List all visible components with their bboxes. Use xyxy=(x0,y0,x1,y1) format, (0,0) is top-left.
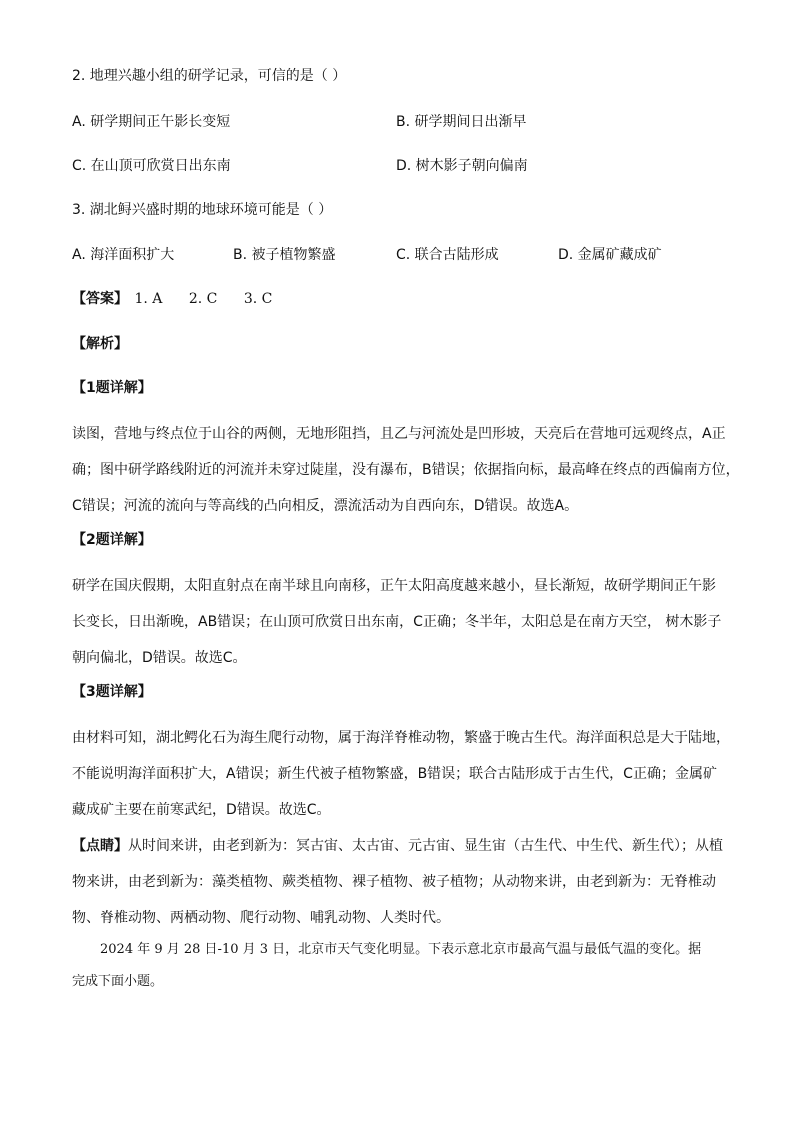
detail-2-text xyxy=(72,568,732,676)
intro-line: 完成下面小题。 xyxy=(72,974,164,989)
question-2-option-b: B. 研学期间日出渐早 xyxy=(396,114,527,130)
answer-item-2: 2. C xyxy=(188,291,218,307)
question-2-stem: 2. 地理兴趣小组的研学记录，可信的是（ ） xyxy=(72,68,347,84)
detail-1-line: C错误；河流的流向与等高线的凸向相反，漂流活动为自西向东，D错误。故选A。 xyxy=(72,498,579,514)
question-3-option-b: B. 被子植物繁盛 xyxy=(233,247,336,263)
answer-item-1: 1. A xyxy=(134,291,163,307)
question-3-option-a: A. 海洋面积扩大 xyxy=(72,247,175,263)
question-3-stem: 3. 湖北鲟兴盛时期的地球环境可能是（ ） xyxy=(72,202,333,218)
next-section-intro xyxy=(72,934,732,998)
dianjing-line: 物、脊椎动物、两栖动物、爬行动物、哺乳动物、人类时代。 xyxy=(72,910,450,926)
answer-label: 【答案】 xyxy=(72,291,128,307)
dianjing-line: 物来讲，由老到新为：藻类植物、蕨类植物、裸子植物、被子植物；从动物来讲，由老到新为：无脊椎动 xyxy=(72,874,716,890)
dianjing-text xyxy=(72,828,732,936)
detail-2-line: 长变长，日出渐晚，AB错误；在山顶可欣赏日出东南，C正确；冬半年，太阳总是在南方天空， 树木影子 xyxy=(72,614,722,630)
question-3-option-c: C. 联合古陆形成 xyxy=(396,247,499,263)
detail-3-text xyxy=(72,720,732,828)
detail-3-line: 由材料可知，湖北鳄化石为海生爬行动物，属于海洋脊椎动物，繁盛于晚古生代。海洋面积总是大于陆地， xyxy=(72,730,730,746)
dianjing-line: 从时间来讲，由老到新为：冥古宙、太古宙、元古宙、显生宙（古生代、中生代、新生代）；从植 xyxy=(128,838,723,854)
detail-2-line: 朝向偏北，D错误。故选C。 xyxy=(72,650,247,666)
dianjing-line-1 xyxy=(72,828,732,864)
detail-1-line: 读图，营地与终点位于山谷的两侧，无地形阻挡，且乙与河流处是凹形坡，天亮后在营地可远观终点，A正 xyxy=(72,426,726,442)
detail-2-label: 【2题详解】 xyxy=(72,532,152,548)
answer-row xyxy=(72,289,294,309)
detail-3-label: 【3题详解】 xyxy=(72,684,152,700)
analysis-label: 【解析】 xyxy=(72,336,128,352)
dianjing-label: 【点睛】 xyxy=(72,838,128,854)
detail-1-text xyxy=(72,416,740,524)
detail-3-line: 藏成矿主要在前寒武纪，D错误。故选C。 xyxy=(72,802,331,818)
intro-line: 2024 年 9 月 28 日-10 月 3 日，北京市天气变化明显。下表示意北京市最高气温与最低气温的变化。据 xyxy=(100,942,702,957)
detail-3-line: 不能说明海洋面积扩大，A错误；新生代被子植物繁盛，B错误；联合古陆形成于古生代，C正确；金属矿 xyxy=(72,766,717,782)
detail-2-line: 研学在国庆假期，太阳直射点在南半球且向南移，正午太阳高度越来越小，昼长渐短，故研学期间正午影 xyxy=(72,578,716,594)
question-3-option-d: D. 金属矿藏成矿 xyxy=(558,247,662,263)
detail-1-label: 【1题详解】 xyxy=(72,380,152,396)
question-2-option-d: D. 树木影子朝向偏南 xyxy=(396,158,528,174)
answer-item-3: 3. C xyxy=(243,291,273,307)
question-2-option-a: A. 研学期间正午影长变短 xyxy=(72,114,231,130)
question-2-option-c: C. 在山顶可欣赏日出东南 xyxy=(72,158,231,174)
detail-1-line: 确；图中研学路线附近的河流并未穿过陡崖，没有瀑布，B错误；依据指向标，最高峰在终点的西偏南方位， xyxy=(72,462,740,478)
